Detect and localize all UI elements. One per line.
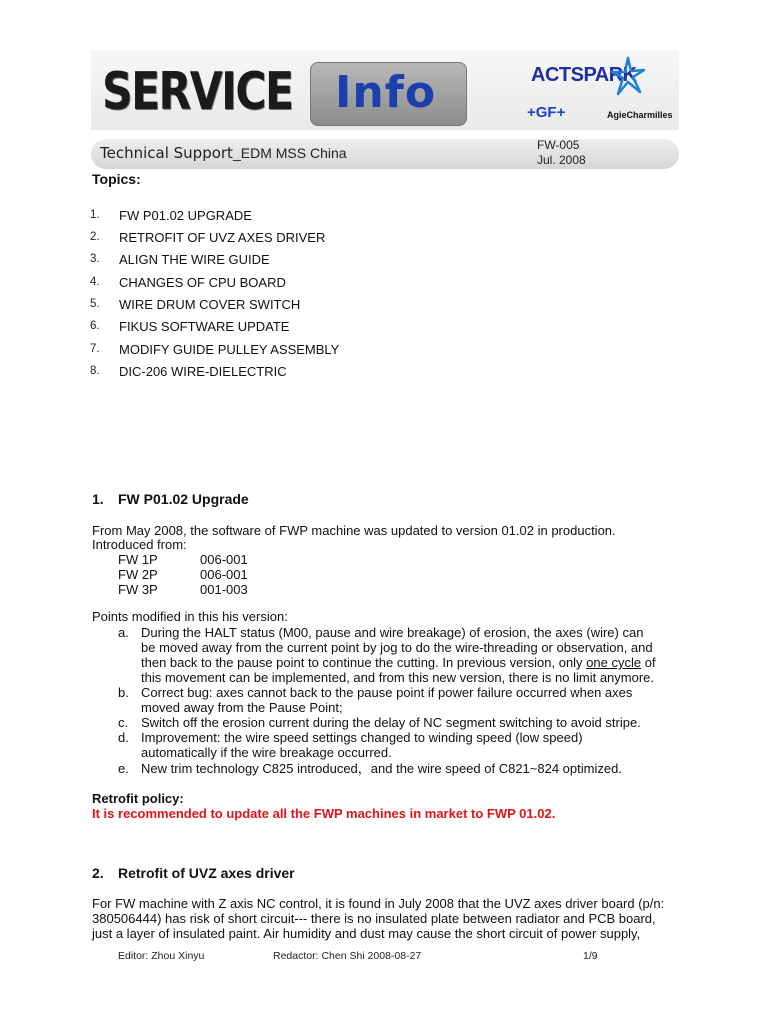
- topic-item: WIRE DRUM COVER SWITCH: [119, 297, 301, 312]
- point-b-line: moved away from the Pause Point;: [141, 700, 343, 715]
- point-letter: d.: [118, 730, 129, 745]
- topic-item: DIC-206 WIRE-DIELECTRIC: [119, 364, 287, 379]
- point-letter: a.: [118, 625, 129, 640]
- section-1-number: 1.: [92, 491, 104, 507]
- topic-item: FIKUS SOFTWARE UPDATE: [119, 319, 290, 334]
- topic-number: 4.: [90, 276, 100, 288]
- technical-support-subtitle: _EDM MSS China: [232, 145, 347, 161]
- point-d-line: automatically if the wire breakage occurred.: [141, 745, 392, 760]
- topic-number: 8.: [90, 365, 100, 377]
- topics-heading: Topics:: [92, 171, 141, 187]
- topic-number: 3.: [90, 253, 100, 265]
- section-2-line: For FW machine with Z axis NC control, it is found in July 2008 that the UVZ axes driver board (p/n:: [92, 896, 665, 911]
- section-1-title: FW P01.02 Upgrade: [118, 491, 249, 507]
- section-2-line: 380506444) has risk of short circuit--- there is no insulated plate between radiator and PCB board,: [92, 911, 656, 926]
- document-date: Jul. 2008: [537, 153, 586, 167]
- one-cycle-underlined: one cycle: [586, 655, 642, 670]
- topic-item: FW P01.02 UPGRADE: [119, 208, 252, 223]
- section-2-line: just a layer of insulated paint. Air humidity and dust may cause the short circuit of power supply,: [92, 926, 641, 941]
- agiecharmilles-logo: AgieCharmilles: [607, 110, 673, 120]
- retrofit-policy-text: It is recommended to update all the FWP machines in market to FWP 01.02.: [92, 806, 556, 821]
- model-name: FW 3P: [118, 582, 158, 597]
- gf-logo: +GF+: [527, 104, 566, 121]
- topic-item: RETROFIT OF UVZ AXES DRIVER: [119, 230, 326, 245]
- footer-page-number: 1/9: [583, 950, 598, 962]
- point-a-line: be moved away from the current point by jog to do the wire-threading or observation, and: [141, 640, 653, 655]
- model-serial: 001-003: [200, 582, 248, 597]
- point-c-line: Switch off the erosion current during the delay of NC segment switching to avoid stripe.: [141, 715, 641, 730]
- topic-item: CHANGES OF CPU BOARD: [119, 275, 286, 290]
- actspark-star-icon: [610, 56, 646, 96]
- footer-editor: Editor: Zhou Xinyu: [118, 950, 205, 962]
- topic-number: 7.: [90, 343, 100, 355]
- model-name: FW 1P: [118, 552, 158, 567]
- document-number: FW-005: [537, 138, 580, 152]
- point-e-line: New trim technology C825 introduced，and the wire speed of C821~824 optimized.: [141, 761, 622, 776]
- point-a-line: this movement can be implemented, and from this new version, there is no limit anymore.: [141, 670, 655, 685]
- point-a-line: [141, 655, 656, 670]
- technical-support-title: [100, 144, 347, 162]
- topic-number: 2.: [90, 231, 100, 243]
- point-a-line: During the HALT status (M00, pause and wire breakage) of erosion, the axes (wire) can: [141, 625, 644, 640]
- point-b-line: Correct bug: axes cannot back to the pause point if power failure occurred when axes: [141, 685, 633, 700]
- point-d-line: Improvement: the wire speed settings changed to winding speed (low speed): [141, 730, 583, 745]
- point-a-text-end: of: [641, 655, 656, 670]
- topic-item: MODIFY GUIDE PULLEY ASSEMBLY: [119, 342, 340, 357]
- service-logo-text: SERVICE: [102, 62, 293, 122]
- topic-number: 1.: [90, 209, 100, 221]
- retrofit-policy-label: Retrofit policy:: [92, 791, 184, 806]
- topic-number: 5.: [90, 298, 100, 310]
- topic-item: ALIGN THE WIRE GUIDE: [119, 252, 270, 267]
- model-serial: 006-001: [200, 552, 248, 567]
- section-1-intro: From May 2008, the software of FWP machine was updated to version 01.02 in production.: [92, 523, 616, 538]
- point-a-text: then back to the pause point to continue the cutting. In previous version, only: [141, 655, 587, 670]
- introduced-from-label: Introduced from:: [92, 537, 187, 552]
- topic-number: 6.: [90, 320, 100, 332]
- points-heading: Points modified in this his version:: [92, 609, 288, 624]
- point-letter: c.: [118, 715, 129, 730]
- document-code: [537, 138, 586, 168]
- footer-redactor: Redactor: Chen Shi 2008-08-27: [273, 950, 422, 962]
- technical-support-label: Technical Support: [100, 144, 233, 162]
- point-letter: b.: [118, 685, 129, 700]
- section-2-title: Retrofit of UVZ axes driver: [118, 865, 295, 881]
- section-2-number: 2.: [92, 865, 104, 881]
- model-name: FW 2P: [118, 567, 158, 582]
- actspark-logo: ACTSPARK: [531, 64, 637, 86]
- model-serial: 006-001: [200, 567, 248, 582]
- info-logo-text: Info: [335, 67, 437, 118]
- point-letter: e.: [118, 761, 129, 776]
